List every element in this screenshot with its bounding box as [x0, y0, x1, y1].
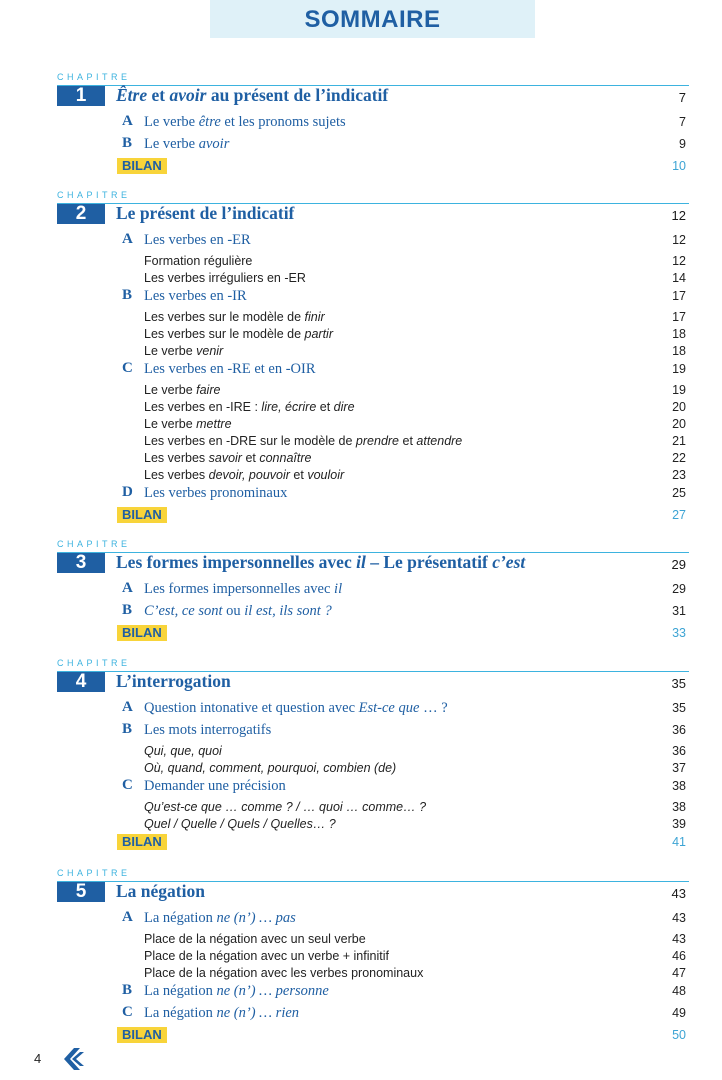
text-run: et: [147, 85, 170, 105]
section-title[interactable]: [144, 603, 332, 620]
subsection-page-number: 46: [672, 949, 686, 963]
subsection-page-number: 19: [672, 383, 686, 397]
text-run: finir: [304, 310, 325, 324]
subsection-page-number: 18: [672, 344, 686, 358]
page-title: SOMMAIRE: [304, 6, 441, 33]
subsection-page-number: 20: [672, 400, 686, 414]
chapter-number-badge: 1: [57, 86, 105, 106]
section-letter: C: [122, 777, 133, 793]
subsection-title[interactable]: [144, 761, 396, 775]
text-run: dire: [333, 400, 355, 414]
text-run: Où, quand, comment, pourquoi, combien (de): [144, 761, 397, 775]
chapter-number-badge: 2: [57, 204, 105, 224]
text-run: et: [399, 434, 417, 448]
section-letter: B: [122, 287, 133, 303]
subsection-title[interactable]: [144, 271, 306, 285]
text-run: Le verbe: [144, 344, 197, 358]
section-page-number: 7: [679, 115, 686, 129]
text-run: Place de la négation avec un seul verbe: [144, 932, 366, 946]
subsection-title[interactable]: [144, 800, 426, 814]
subsection-title[interactable]: [144, 468, 344, 482]
text-run: Les verbes en -ER: [144, 232, 251, 248]
text-run: ne (n’) … rien: [216, 1005, 300, 1021]
subsection-title[interactable]: [144, 932, 366, 946]
chapter-page-number: 7: [678, 90, 686, 105]
chapter-label: CHAPITRE: [57, 539, 131, 549]
section-page-number: 19: [672, 362, 686, 376]
chapter-number-badge: 5: [57, 882, 105, 902]
bilan-page-number: 10: [672, 159, 686, 173]
back-arrow-icon[interactable]: [60, 1046, 86, 1077]
chapter-title[interactable]: [116, 881, 205, 902]
text-run: Les verbes en -IRE :: [144, 400, 262, 414]
subsection-title[interactable]: [144, 344, 223, 358]
section-page-number: 48: [672, 984, 686, 998]
bilan-page-number: 50: [672, 1028, 686, 1042]
subsection-page-number: 21: [672, 434, 686, 448]
text-run: au présent de l’indicatif: [206, 85, 389, 105]
text-run: lire, écrire: [261, 400, 317, 414]
text-run: il: [356, 552, 366, 572]
subsection-page-number: 47: [672, 966, 686, 980]
text-run: Le verbe: [144, 417, 197, 431]
section-letter: C: [122, 360, 133, 376]
section-letter: B: [122, 721, 133, 737]
text-run: savoir: [208, 451, 242, 465]
text-run: attendre: [416, 434, 463, 448]
bilan-page-number: 33: [672, 626, 686, 640]
text-run: partir: [304, 327, 333, 341]
section-title[interactable]: [144, 114, 346, 131]
section-letter: C: [122, 1004, 133, 1020]
text-run: Les verbes sur le modèle de: [144, 327, 305, 341]
section-title[interactable]: [144, 361, 316, 378]
page-number: 4: [34, 1051, 42, 1066]
subsection-page-number: 38: [672, 800, 686, 814]
text-run: La négation: [144, 1005, 217, 1021]
text-run: Les verbes pronominaux: [144, 485, 288, 501]
subsection-page-number: 23: [672, 468, 686, 482]
text-run: Place de la négation avec les verbes pronominaux: [144, 966, 424, 980]
chapter-label: CHAPITRE: [57, 868, 131, 878]
subsection-title[interactable]: [144, 817, 336, 831]
text-run: être: [198, 114, 221, 130]
text-run: Être: [116, 85, 148, 105]
subsection-title[interactable]: [144, 310, 325, 324]
text-run: Place de la négation avec un verbe + infinitif: [144, 949, 389, 963]
subsection-page-number: 17: [672, 310, 686, 324]
subsection-title[interactable]: [144, 417, 232, 431]
text-run: La négation: [144, 983, 217, 999]
chapter-page-number: 43: [671, 886, 686, 901]
text-run: Les verbes: [144, 468, 209, 482]
text-run: et les pronoms sujets: [220, 114, 346, 130]
section-title[interactable]: [144, 232, 251, 249]
text-run: Qui, que, quoi: [144, 744, 222, 758]
chapter-label: CHAPITRE: [57, 658, 131, 668]
section-letter: B: [122, 982, 133, 998]
subsection-page-number: 43: [672, 932, 686, 946]
text-run: faire: [196, 383, 221, 397]
section-page-number: 49: [672, 1006, 686, 1020]
text-run: Question intonative et question avec: [144, 700, 359, 716]
text-run: Formation régulière: [144, 254, 253, 268]
text-run: vouloir: [307, 468, 345, 482]
subsection-title[interactable]: [144, 434, 462, 448]
text-run: Le verbe: [144, 136, 199, 152]
section-title[interactable]: [144, 485, 287, 502]
text-run: ne (n’) … personne: [216, 983, 329, 999]
text-run: Demander une précision: [144, 778, 286, 794]
text-run: avoir: [198, 136, 230, 152]
subsection-title[interactable]: [144, 400, 355, 414]
text-run: Le présent de l’indicatif: [116, 203, 295, 223]
section-letter: A: [122, 909, 133, 925]
text-run: La négation: [116, 881, 205, 901]
subsection-page-number: 22: [672, 451, 686, 465]
section-letter: A: [122, 580, 133, 596]
subsection-page-number: 36: [672, 744, 686, 758]
subsection-page-number: 12: [672, 254, 686, 268]
subsection-page-number: 37: [672, 761, 686, 775]
subsection-page-number: 39: [672, 817, 686, 831]
bilan-page-number: 41: [672, 835, 686, 849]
section-title[interactable]: [144, 778, 286, 795]
chapter-number-badge: 4: [57, 672, 105, 692]
text-run: ne (n’) … pas: [216, 910, 296, 926]
section-title[interactable]: [144, 581, 342, 598]
subsection-title[interactable]: [144, 383, 220, 397]
text-run: Les verbes en -IR: [144, 288, 247, 304]
text-run: ou: [222, 603, 245, 619]
text-run: venir: [196, 344, 224, 358]
section-page-number: 29: [672, 582, 686, 596]
section-page-number: 38: [672, 779, 686, 793]
section-title[interactable]: [144, 136, 229, 153]
bilan-badge[interactable]: BILAN: [117, 507, 167, 523]
section-page-number: 35: [672, 701, 686, 715]
text-run: La négation: [144, 910, 217, 926]
bilan-badge[interactable]: BILAN: [117, 834, 167, 850]
chapter-page-number: 35: [671, 676, 686, 691]
section-title[interactable]: [144, 288, 247, 305]
bilan-badge[interactable]: BILAN: [117, 625, 167, 641]
section-letter: B: [122, 135, 133, 151]
bilan-page-number: 27: [672, 508, 686, 522]
text-run: c’est: [492, 552, 526, 572]
section-title[interactable]: [144, 910, 296, 927]
text-run: Les verbes en -DRE sur le modèle de: [144, 434, 356, 448]
subsection-title[interactable]: [144, 327, 333, 341]
section-letter: A: [122, 699, 133, 715]
text-run: Qu’est-ce que … comme ? / … quoi … comme… ?: [144, 800, 427, 814]
chapter-title[interactable]: [116, 552, 525, 573]
text-run: Le verbe: [144, 114, 199, 130]
section-letter: A: [122, 231, 133, 247]
section-page-number: 12: [672, 233, 686, 247]
subsection-page-number: 14: [672, 271, 686, 285]
text-run: et: [289, 468, 308, 482]
text-run: prendre: [355, 434, 400, 448]
chapter-page-number: 29: [671, 557, 686, 572]
text-run: … ?: [419, 700, 448, 716]
section-title[interactable]: [144, 700, 448, 717]
section-page-number: 17: [672, 289, 686, 303]
subsection-title[interactable]: [144, 949, 389, 963]
subsection-page-number: 18: [672, 327, 686, 341]
section-page-number: 43: [672, 911, 686, 925]
subsection-title[interactable]: [144, 451, 311, 465]
text-run: et: [316, 400, 334, 414]
section-letter: A: [122, 113, 133, 129]
chapter-label: CHAPITRE: [57, 190, 131, 200]
section-page-number: 31: [672, 604, 686, 618]
text-run: Les verbes: [144, 451, 209, 465]
bilan-badge[interactable]: BILAN: [117, 158, 167, 174]
section-title[interactable]: [144, 983, 329, 1000]
subsection-title[interactable]: [144, 254, 252, 268]
chapter-label: CHAPITRE: [57, 72, 131, 82]
text-run: Les verbes sur le modèle de: [144, 310, 305, 324]
section-title[interactable]: [144, 722, 271, 739]
text-run: avoir: [169, 85, 207, 105]
subsection-page-number: 20: [672, 417, 686, 431]
section-page-number: 9: [679, 137, 686, 151]
text-run: Les verbes irréguliers en -ER: [144, 271, 306, 285]
section-letter: D: [122, 484, 133, 500]
text-run: Les verbes en -RE et en -OIR: [144, 361, 316, 377]
text-run: il est, ils sont ?: [244, 603, 332, 619]
text-run: et: [241, 451, 260, 465]
text-run: C’est, ce sont: [144, 603, 223, 619]
section-page-number: 25: [672, 486, 686, 500]
text-run: – Le présentatif: [365, 552, 493, 572]
text-run: connaître: [259, 451, 312, 465]
section-letter: B: [122, 602, 133, 618]
text-run: il: [334, 581, 343, 597]
chapter-title[interactable]: [116, 671, 231, 692]
bilan-badge[interactable]: BILAN: [117, 1027, 167, 1043]
subsection-title[interactable]: [144, 966, 423, 980]
text-run: Les formes impersonnelles avec: [116, 552, 357, 572]
section-title[interactable]: [144, 1005, 299, 1022]
text-run: Quel / Quelle / Quels / Quelles… ?: [144, 817, 336, 831]
chapter-title[interactable]: [116, 203, 294, 224]
text-run: L’interrogation: [116, 671, 231, 691]
text-run: Le verbe: [144, 383, 197, 397]
text-run: Les formes impersonnelles avec: [144, 581, 335, 597]
section-page-number: 36: [672, 723, 686, 737]
chapter-title[interactable]: [116, 85, 388, 106]
text-run: devoir, pouvoir: [208, 468, 290, 482]
chapter-page-number: 12: [671, 208, 686, 223]
text-run: mettre: [196, 417, 232, 431]
text-run: Est-ce que: [358, 700, 420, 716]
subsection-title[interactable]: [144, 744, 222, 758]
text-run: Les mots interrogatifs: [144, 722, 272, 738]
chapter-number-badge: 3: [57, 553, 105, 573]
